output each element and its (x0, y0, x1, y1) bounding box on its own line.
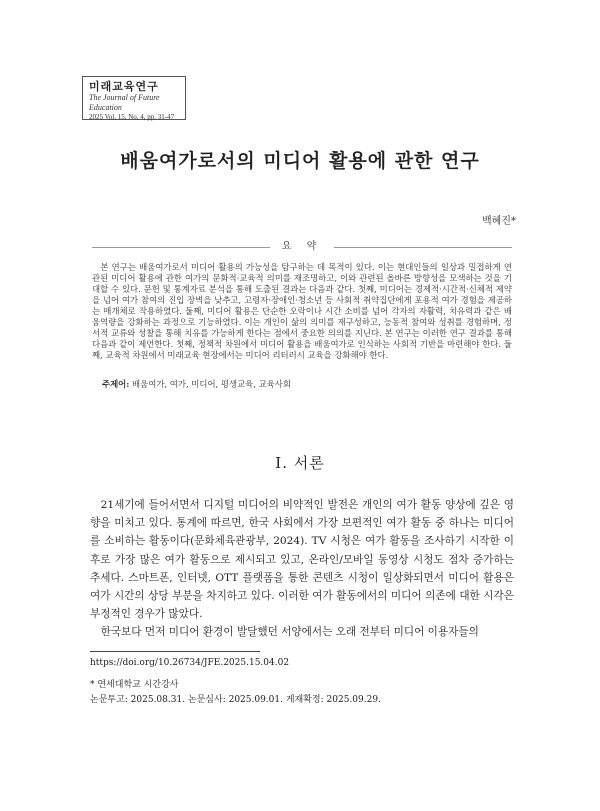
author-affiliation: * 연세대학교 시간강사 (90, 680, 179, 690)
keyword-item: 평생교육 (220, 379, 254, 389)
abstract-heading-label: 요 약 (281, 241, 323, 252)
section-heading: Ⅰ. 서론 (275, 454, 325, 472)
keywords: 주제어: 배움여가, 여가, 미디어, 평생교육, 교육사회 (102, 379, 291, 389)
journal-volume: 2025 Vol. 15, No. 4, pp. 31-47 (89, 113, 175, 121)
author-name: 백혜진* (482, 216, 516, 227)
journal-info-box (82, 76, 186, 120)
abstract-heading (92, 240, 512, 254)
footnote-divider (90, 651, 260, 652)
journal-name-korean: 미래교육연구 (89, 80, 159, 93)
paper-title: 배움여가로서의 미디어 활용에 관한 연구 (120, 150, 480, 172)
keyword-item: 배움여가 (132, 379, 165, 389)
keyword-item: 미디어 (191, 379, 216, 389)
keywords-label: 주제어: (102, 379, 130, 389)
doi-link[interactable]: https://doi.org/10.26734/JFE.2025.15.04.02 (90, 658, 290, 668)
body-paragraph: 21세기에 들어서면서 디지털 미디어의 비약적인 발전은 개인의 여가 활동 양상에 깊은 영향을 미치고 있다. 통계에 따르면, 한국 사회에서 가장 보편적인 여가 활동 중 하나는 미디어를 소비하는 활동이다(문화체육관광부, 2024). TV 시청은 여가 활동을 조사하기 시작한 이후로 가장 많은 여가 활동으로 제시되고 있고, 온라인/모바일 동영상 시청도 점차 증가하는 추세다. 스마트폰, 인터넷, OTT 플랫폼을 통한 콘텐츠 시청이 일상화되면서 미디어 활용은 여가 시간의 상당 부분을 차지하고 있다. 이러한 여가 활동에서의 미디어 의존에 대한 시각은 부정적인 경우가 많았다. (90, 499, 514, 621)
abstract-text: 본 연구는 배움여가로서 미디어 활용의 가능성을 탐구하는 데 목적이 있다. 이는 현대인들의 일상과 밀접하게 연관된 미디어 활용에 관한 여가의 문화적·교육적 의미를 재조명하고, 이와 관련된 올바른 방향성을 모색하는 것을 기대할 수 있다. 문헌 및 통계자료 분석을 통해 도출된 결과는 다음과 같다. 첫째, 미디어는 경제적·시간적·신체적 제약을 넘어 여가 참여의 진입 장벽을 낮추고, 고령자·장애인·청소년 등 사회적 취약집단에게 포용적 여가 경험을 제공하는 매개체로 작용하였다. 둘째, 미디어 활용은 단순한 오락이나 시간 소비를 넘어 각자의 자활력, 치유력과 같은 배움역량을 강화하는 과정으로 기능하였다. 이는 개인이 삶의 의미를 재구성하고, 능동적 참여와 성취를 경험하며, 정서적 교류와 성찰을 통해 치유를 가능하게 한다는 점에서 중요한 의의를 지닌다. 본 연구는 이러한 연구 결과를 통해 다음과 같이 제언한다. 첫째, 정책적 차원에서 미디어 활용을 배움여가로 인식하는 사회적 기반을 마련해야 한다. 둘째, 교육적 차원에서 미래교육 현장에서는 미디어 리터러시 교육을 강화해야 한다. (92, 262, 512, 360)
submission-dates: 논문투고: 2025.08.31. 논문심사: 2025.09.01. 게재확정: 2025.09.29. (90, 695, 381, 705)
journal-name-english: The Journal of Future Education (89, 93, 160, 112)
keyword-item: 여가 (169, 379, 186, 389)
abstract-divider-right (334, 247, 512, 248)
keyword-item: 교육사회 (258, 379, 291, 389)
body-paragraph: 한국보다 먼저 미디어 환경이 발달했던 서양에서는 오래 전부터 미디어 이용자들의 (100, 626, 479, 638)
